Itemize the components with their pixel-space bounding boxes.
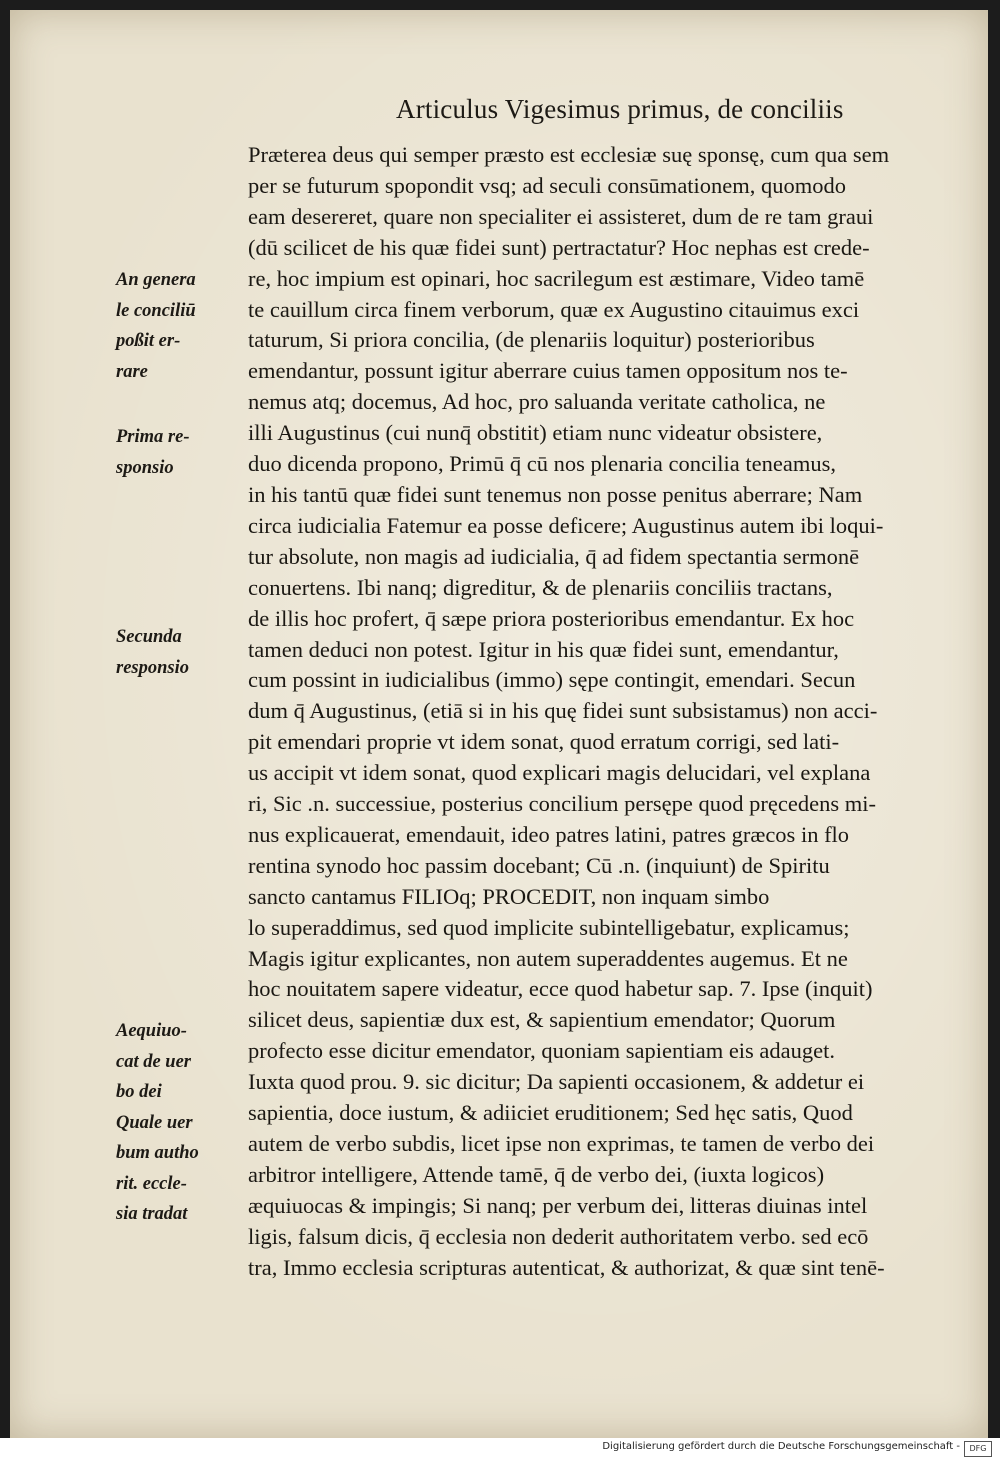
- text-line: duo dicenda propono, Primū q̄ cū nos plenaria concilia teneamus,: [248, 451, 836, 477]
- text-line: æquiuocas & impingis; Si nanq; per verbum dei, litteras diuinas intel: [248, 1192, 868, 1218]
- sidenote-line: bo dei: [116, 1082, 162, 1102]
- text-line: tur absolute, non magis ad iudicialia, q̄ ad fidem spectantia sermonē: [248, 543, 860, 569]
- sidenote-line: le conciliū: [116, 300, 196, 321]
- sidenote-line: sponsio: [116, 457, 174, 478]
- text-line: emendantur, possunt igitur aberrare cuius tamen oppositum nos te-: [248, 358, 848, 384]
- text-line: Præterea deus qui semper præsto est ecclesiæ suę sponsę, cum qua sem: [248, 142, 890, 167]
- running-head: Articulus Vigesimus primus, de conciliis: [396, 94, 844, 124]
- dfg-logo: DFG: [964, 1441, 992, 1457]
- sidenote-line: Aequiuo-: [116, 1021, 187, 1041]
- text-line: nemus atq; docemus, Ad hoc, pro saluanda veritate catholica, ne: [248, 389, 826, 415]
- text-line: re, hoc impium est opinari, hoc sacrilegum est æstimare, Video tamē: [248, 265, 865, 291]
- sidenote-line: bum autho: [116, 1143, 199, 1163]
- text-line: in his tantū quæ fidei sunt tenemus non posse penitus aberrare; Nam: [248, 481, 863, 507]
- text-line: conuertens. Ibi nanq; digreditur, & de plenariis conciliis tractans,: [248, 574, 833, 600]
- text-line: sapientia, doce iustum, & adiiciet eruditionem; Sed hęc satis, Quod: [248, 1100, 853, 1126]
- text-line: pit emendari proprie vt idem sonat, quod erratum corrigi, sed lati-: [248, 729, 840, 755]
- text-line: Magis igitur explicantes, non autem superaddentes augemus. Et ne: [248, 945, 848, 971]
- text-line: us accipit vt idem sonat, quod explicari magis delucidari, vel explana: [248, 760, 871, 786]
- text-line: Iuxta quod prou. 9. sic dicitur; Da sapienti occasionem, & addetur ei: [248, 1069, 865, 1095]
- digitization-footer: [0, 1438, 1000, 1459]
- sidenote-aequiuocat: [116, 1016, 226, 1230]
- sidenote-line: An genera: [116, 270, 196, 290]
- text-line: ri, Sic .n. successiue, posterius concilium persępe quod pręcedens mi-: [248, 791, 876, 817]
- text-line: rentina synodo hoc passim docebant; Cū .n. (inquiunt) de Spiritu: [248, 852, 830, 878]
- text-line: per se futurum spopondit vsq; ad seculi consūmationem, quomodo: [248, 172, 847, 198]
- text-line: cum possint in iudicialibus (immo) sępe contingit, emendari. Secun: [248, 667, 856, 693]
- text-line: eam desereret, quare non specialiter ei assisteret, dum de re tam graui: [248, 203, 874, 229]
- sidenote-line: sia tradat: [116, 1204, 188, 1224]
- text-line: silicet deus, sapientiæ dux est, & sapientium emendator; Quorum: [248, 1007, 836, 1033]
- text-line: de illis hoc profert, q̄ sæpe priora posterioribus emendantur. Ex hoc: [248, 605, 855, 631]
- text-line: arbitror intelligere, Attende tamē, q̄ de verbo dei, (iuxta logicos): [248, 1161, 825, 1187]
- text-line: (dū scilicet de his quæ fidei sunt) pertractatur? Hoc nephas est crede-: [248, 234, 870, 260]
- body-text: [248, 140, 968, 1284]
- sidenote-line: Prima re-: [116, 427, 190, 447]
- text-line: profecto esse dicitur emendator, quoniam sapientiam eis adauget.: [248, 1038, 836, 1064]
- text-line: te cauillum circa finem verborum, quæ ex Augustino citauimus exci: [248, 296, 860, 322]
- text-line: sancto cantamus FILIOq; PROCEDIT, non inquam simbo: [248, 883, 770, 909]
- text-line: ligis, falsum dicis, q̄ ecclesia non dederit authoritatem verbo. sed ecō: [248, 1223, 869, 1249]
- text-line: taturum, Si priora concilia, (de plenariis loquitur) posterioribus: [248, 327, 815, 353]
- footer-credit: Digitalisierung gefördert durch die Deutsche Forschungsgemeinschaft -: [602, 1441, 960, 1452]
- text-line: lo superaddimus, sed quod implicite subintelligebatur, explicamus;: [248, 914, 850, 940]
- text-line: hoc nouitatem sapere videatur, ecce quod habetur sap. 7. Ipse (inquit): [248, 976, 873, 1002]
- sidenote-line: responsio: [116, 657, 189, 678]
- text-line: autem de verbo subdis, licet ipse non exprimas, te tamen de verbo dei: [248, 1131, 875, 1156]
- text-line: tamen deduci non potest. Igitur in his quæ fidei sunt, emendantur,: [248, 636, 839, 662]
- text-line: dum q̄ Augustinus, (etiā si in his quę fidei sunt subsistamus) non acci-: [248, 698, 878, 724]
- sidenote-line: Secunda: [116, 627, 182, 647]
- sidenote-line: Quale uer: [116, 1112, 193, 1133]
- text-line: tra, Immo ecclesia scripturas autenticat, & authorizat, & quæ sint tenē-: [248, 1254, 885, 1280]
- text-line: circa iudicialia Fatemur ea posse deficere; Augustinus autem ibi loqui-: [248, 512, 884, 538]
- sidenote-line: cat de uer: [116, 1051, 192, 1072]
- sidenote-prima-responsio: [116, 422, 226, 483]
- sidenote-line: rit. eccle-: [116, 1173, 187, 1194]
- text-line: illi Augustinus (cui nunq̄ obstitit) etiam nunc videatur obsistere,: [248, 420, 823, 446]
- sidenote-an-generale: [116, 265, 226, 387]
- sidenote-secunda-responsio: [116, 622, 226, 683]
- sidenote-line: poßit er-: [116, 331, 181, 351]
- sidenote-line: rare: [116, 361, 148, 382]
- text-line: nus explicauerat, emendauit, ideo patres latini, patres græcos in flo: [248, 821, 850, 847]
